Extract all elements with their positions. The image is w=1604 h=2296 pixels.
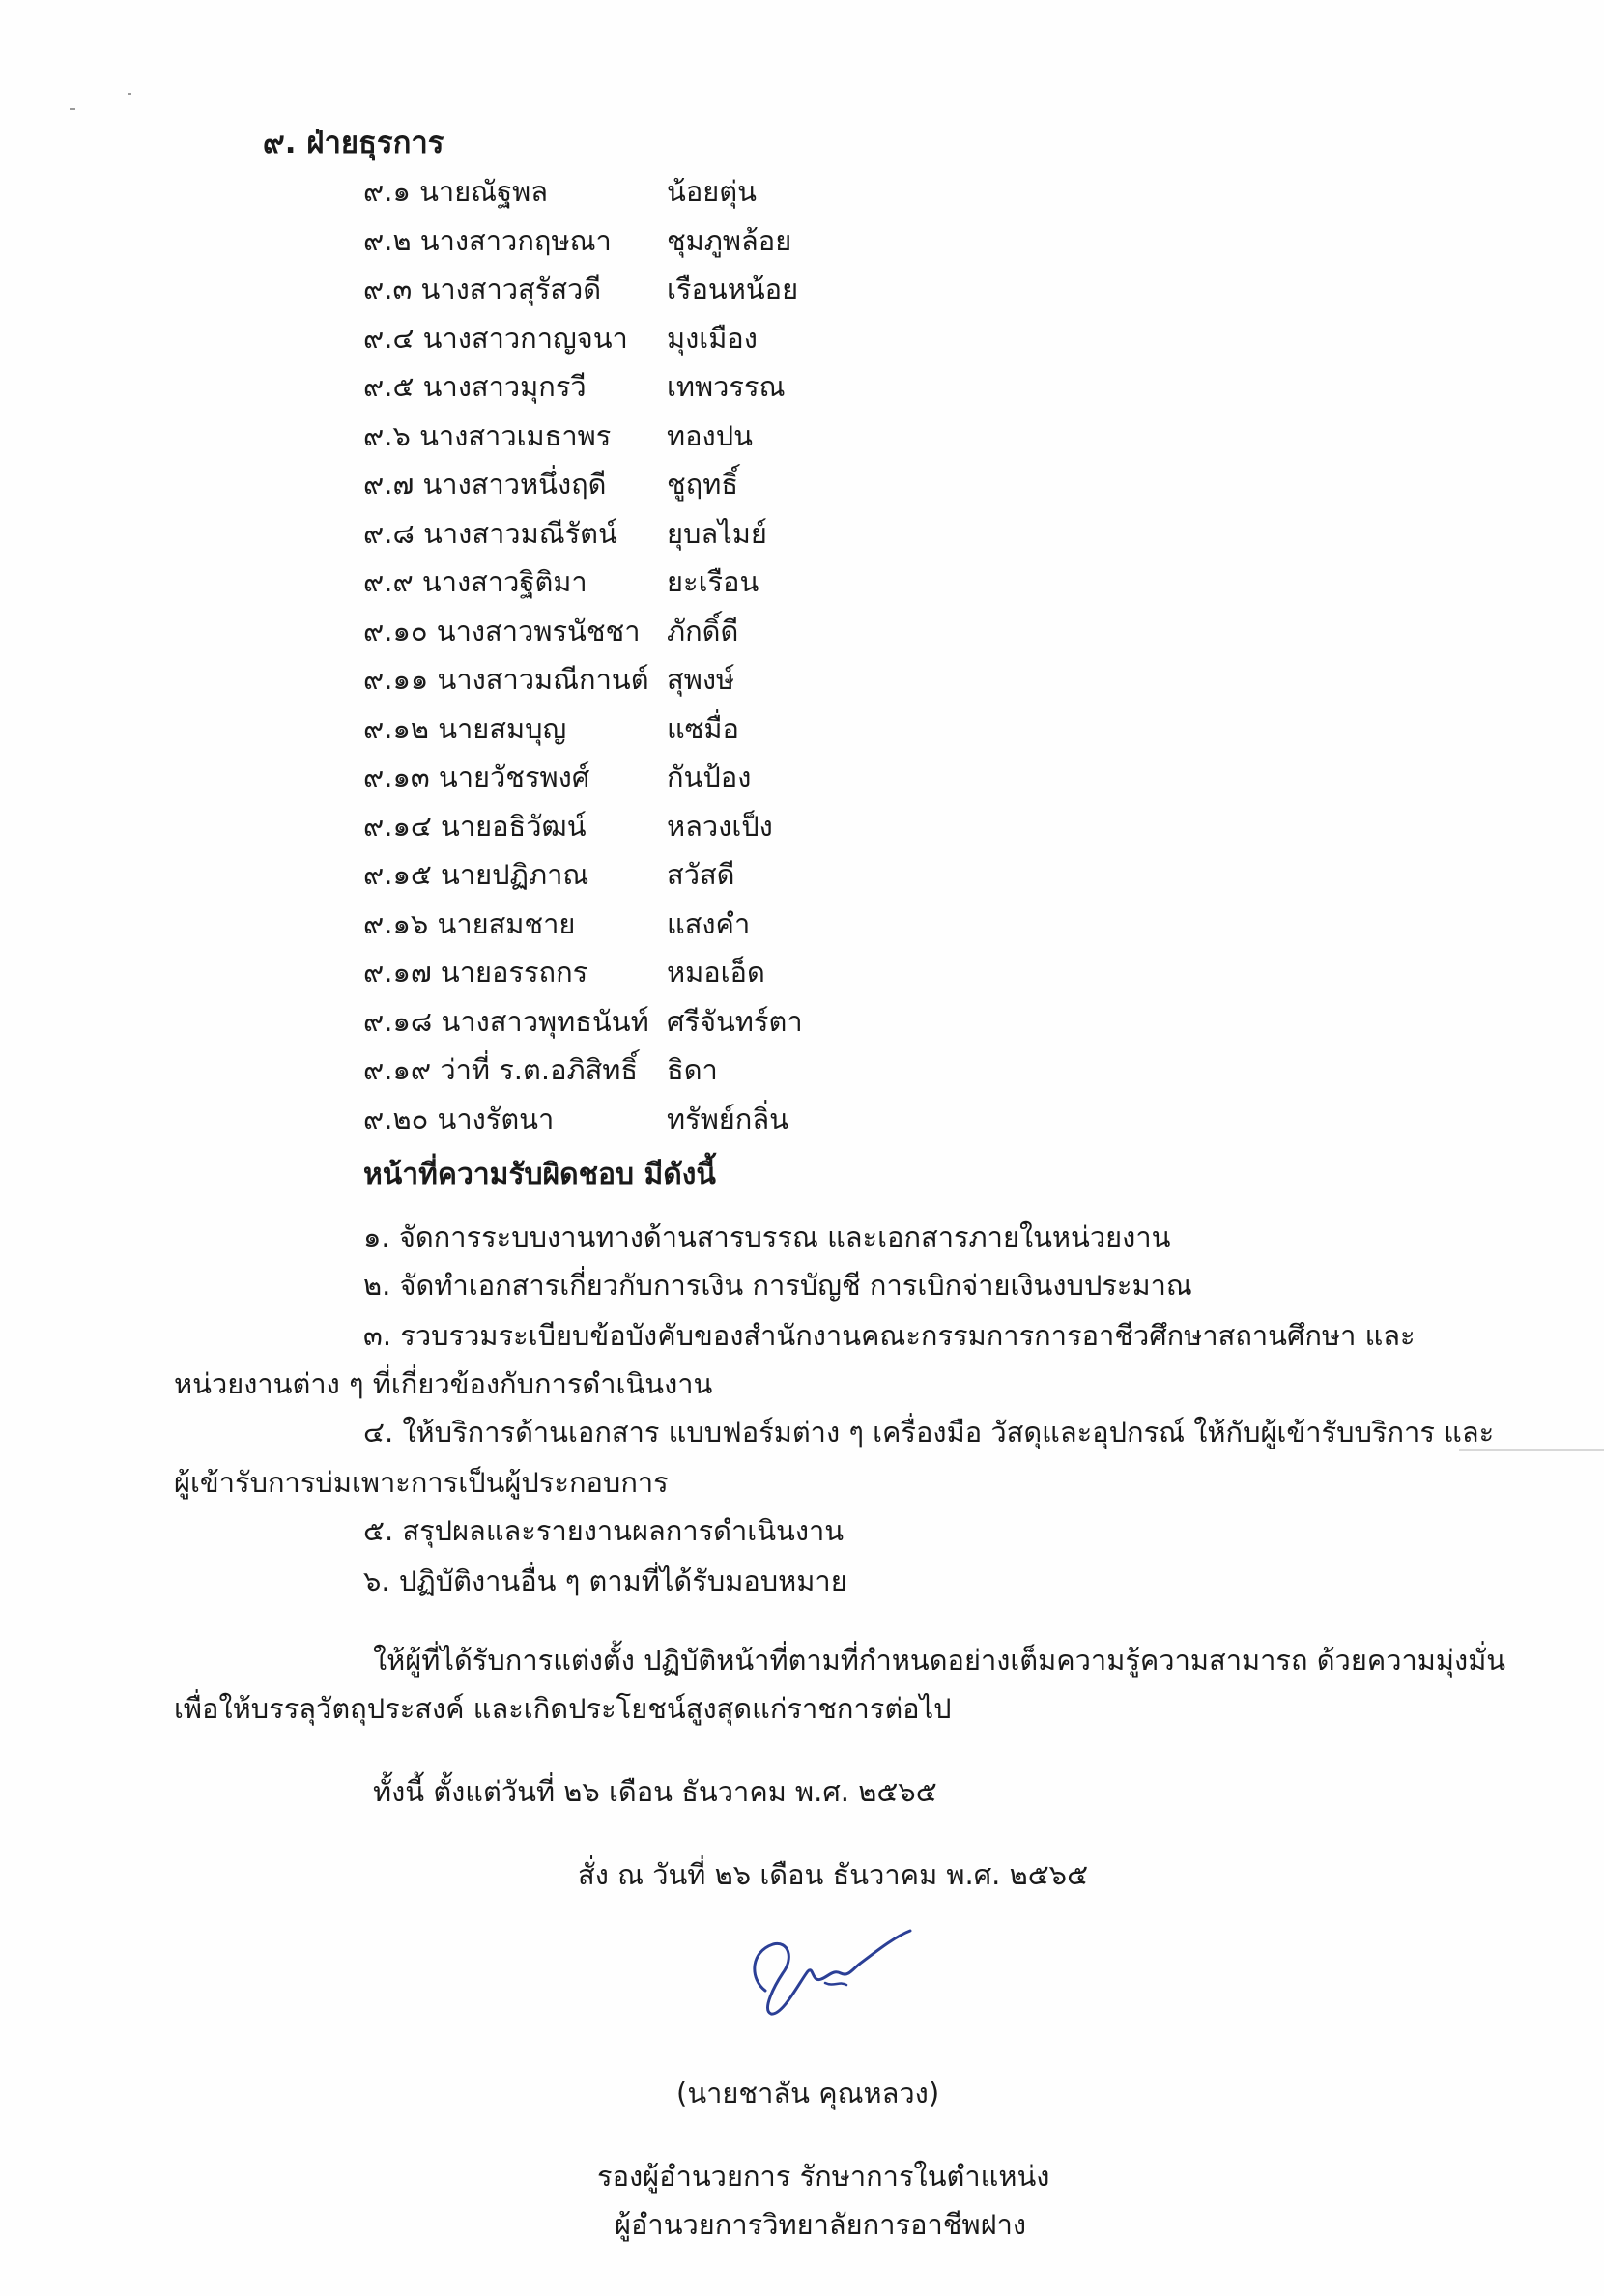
member-name: ๙.๕ นางสาวมุกรวี	[363, 370, 587, 403]
order-date: สั่ง ณ วันที่ ๒๖ เดือน ธันวาคม พ.ศ. ๒๕๖๕	[578, 1858, 1089, 1891]
member-name: ๙.๑ นายณัฐพล	[363, 175, 548, 208]
member-name: ๙.๑๒ นายสมบุญ	[363, 712, 567, 745]
member-name: ๙.๗ นางสาวหนึ่งฤดี	[363, 468, 607, 501]
member-name: ๙.๓ นางสาวสุรัสวดี	[363, 273, 602, 305]
member-name: ๙.๙ นางสาวฐิติมา	[363, 565, 587, 598]
member-surname: ทองปน	[667, 419, 753, 452]
member-surname: สวัสดี	[667, 858, 735, 891]
duty-item: ๑. จัดการระบบงานทางด้านสารบรรณ และเอกสารภายในหน่วยงาน	[363, 1220, 1171, 1253]
member-name: ๙.๘ นางสาวมณีรัตน์	[363, 517, 617, 550]
closing-paragraph: ให้ผู้ที่ได้รับการแต่งตั้ง ปฏิบัติหน้าที่ตามที่กำหนดอย่างเต็มความรู้ความสามารถ ด้วยความมุ่งมั่น	[373, 1644, 1506, 1677]
duty-item: ๕. สรุปผลและรายงานผลการดำเนินงาน	[363, 1514, 845, 1547]
duties-heading: หน้าที่ความรับผิดชอบ มีดังนี้	[363, 1158, 716, 1191]
member-name: ๙.๖ นางสาวเมธาพร	[363, 419, 612, 452]
signatory-name: (นายชาลัน คุณหลวง)	[676, 2077, 940, 2109]
member-surname: ชูฤทธิ์	[667, 468, 739, 501]
duty-item-continuation: ผู้เข้ารับการบ่มเพาะการเป็นผู้ประกอบการ	[174, 1466, 669, 1499]
signatory-position: รองผู้อำนวยการ รักษาการในตำแหน่ง	[597, 2160, 1050, 2193]
duty-item: ๓. รวบรวมระเบียบข้อบังคับของสำนักงานคณะกรรมการการอาชีวศึกษาสถานศึกษา และ	[363, 1319, 1416, 1352]
member-surname: หมอเอ็ด	[667, 956, 765, 989]
member-name: ๙.๔ นางสาวกาญจนา	[363, 322, 628, 355]
effective-date: ทั้งนี้ ตั้งแต่วันที่ ๒๖ เดือน ธันวาคม พ.ศ. ๒๕๖๕	[373, 1775, 937, 1808]
signatory-position: ผู้อำนวยการวิทยาลัยการอาชีพฝาง	[615, 2208, 1027, 2241]
member-surname: หลวงเป็ง	[667, 810, 773, 843]
duty-item: ๔. ให้บริการด้านเอกสาร แบบฟอร์มต่าง ๆ เครื่องมือ วัสดุและอุปกรณ์ ให้กับผู้เข้ารับบริการ และ	[363, 1416, 1495, 1449]
member-surname: แซมื่อ	[667, 712, 739, 745]
member-name: ๙.๑๓ นายวัชรพงศ์	[363, 761, 590, 793]
member-name: ๙.๒ นางสาวกฤษณา	[363, 224, 612, 257]
member-surname: สุพงษ์	[667, 663, 735, 696]
member-surname: ยะเรือน	[667, 565, 759, 598]
member-name: ๙.๒๐ นางรัตนา	[363, 1103, 555, 1135]
member-name: ๙.๑๘ นางสาวพุทธนันท์	[363, 1005, 649, 1038]
member-surname: น้อยตุ่น	[667, 175, 757, 208]
member-surname: เรือนหน้อย	[667, 273, 799, 305]
member-name: ๙.๑๐ นางสาวพรนัชชา	[363, 615, 641, 647]
section-title: ๙. ฝ่ายธุรการ	[263, 126, 444, 160]
scan-speck	[128, 93, 131, 95]
member-name: ๙.๑๙ ว่าที่ ร.ต.อภิสิทธิ์	[363, 1053, 639, 1086]
member-surname: ชุมภูพล้อย	[667, 224, 792, 257]
member-surname: เทพวรรณ	[667, 370, 786, 403]
member-name: ๙.๑๗ นายอรรถกร	[363, 956, 588, 989]
duty-item: ๒. จัดทำเอกสารเกี่ยวกับการเงิน การบัญชี การเบิกจ่ายเงินงบประมาณ	[363, 1269, 1192, 1302]
member-surname: ทรัพย์กลิ่น	[667, 1103, 788, 1135]
scan-speck	[70, 108, 75, 110]
member-surname: ศรีจันทร์ตา	[667, 1005, 803, 1038]
member-name: ๙.๑๑ นางสาวมณีกานต์	[363, 663, 649, 696]
duty-item-continuation: หน่วยงานต่าง ๆ ที่เกี่ยวข้องกับการดำเนินงาน	[174, 1367, 713, 1400]
member-surname: แสงคำ	[667, 907, 751, 940]
member-surname: ธิดา	[667, 1053, 718, 1086]
member-surname: มุงเมือง	[667, 322, 758, 355]
member-surname: กันป้อง	[667, 761, 752, 793]
handwritten-signature	[744, 1923, 918, 2020]
member-surname: ยุบลไมย์	[667, 517, 767, 550]
member-name: ๙.๑๔ นายอธิวัฒน์	[363, 810, 587, 843]
member-surname: ภักดิ์ดี	[667, 615, 739, 647]
duty-item: ๖. ปฏิบัติงานอื่น ๆ ตามที่ได้รับมอบหมาย	[363, 1564, 847, 1597]
closing-paragraph-continuation: เพื่อให้บรรลุวัตถุประสงค์ และเกิดประโยชน์สูงสุดแก่ราชการต่อไป	[174, 1692, 952, 1725]
member-name: ๙.๑๕ นายปฏิภาณ	[363, 858, 589, 891]
member-name: ๙.๑๖ นายสมชาย	[363, 907, 576, 940]
